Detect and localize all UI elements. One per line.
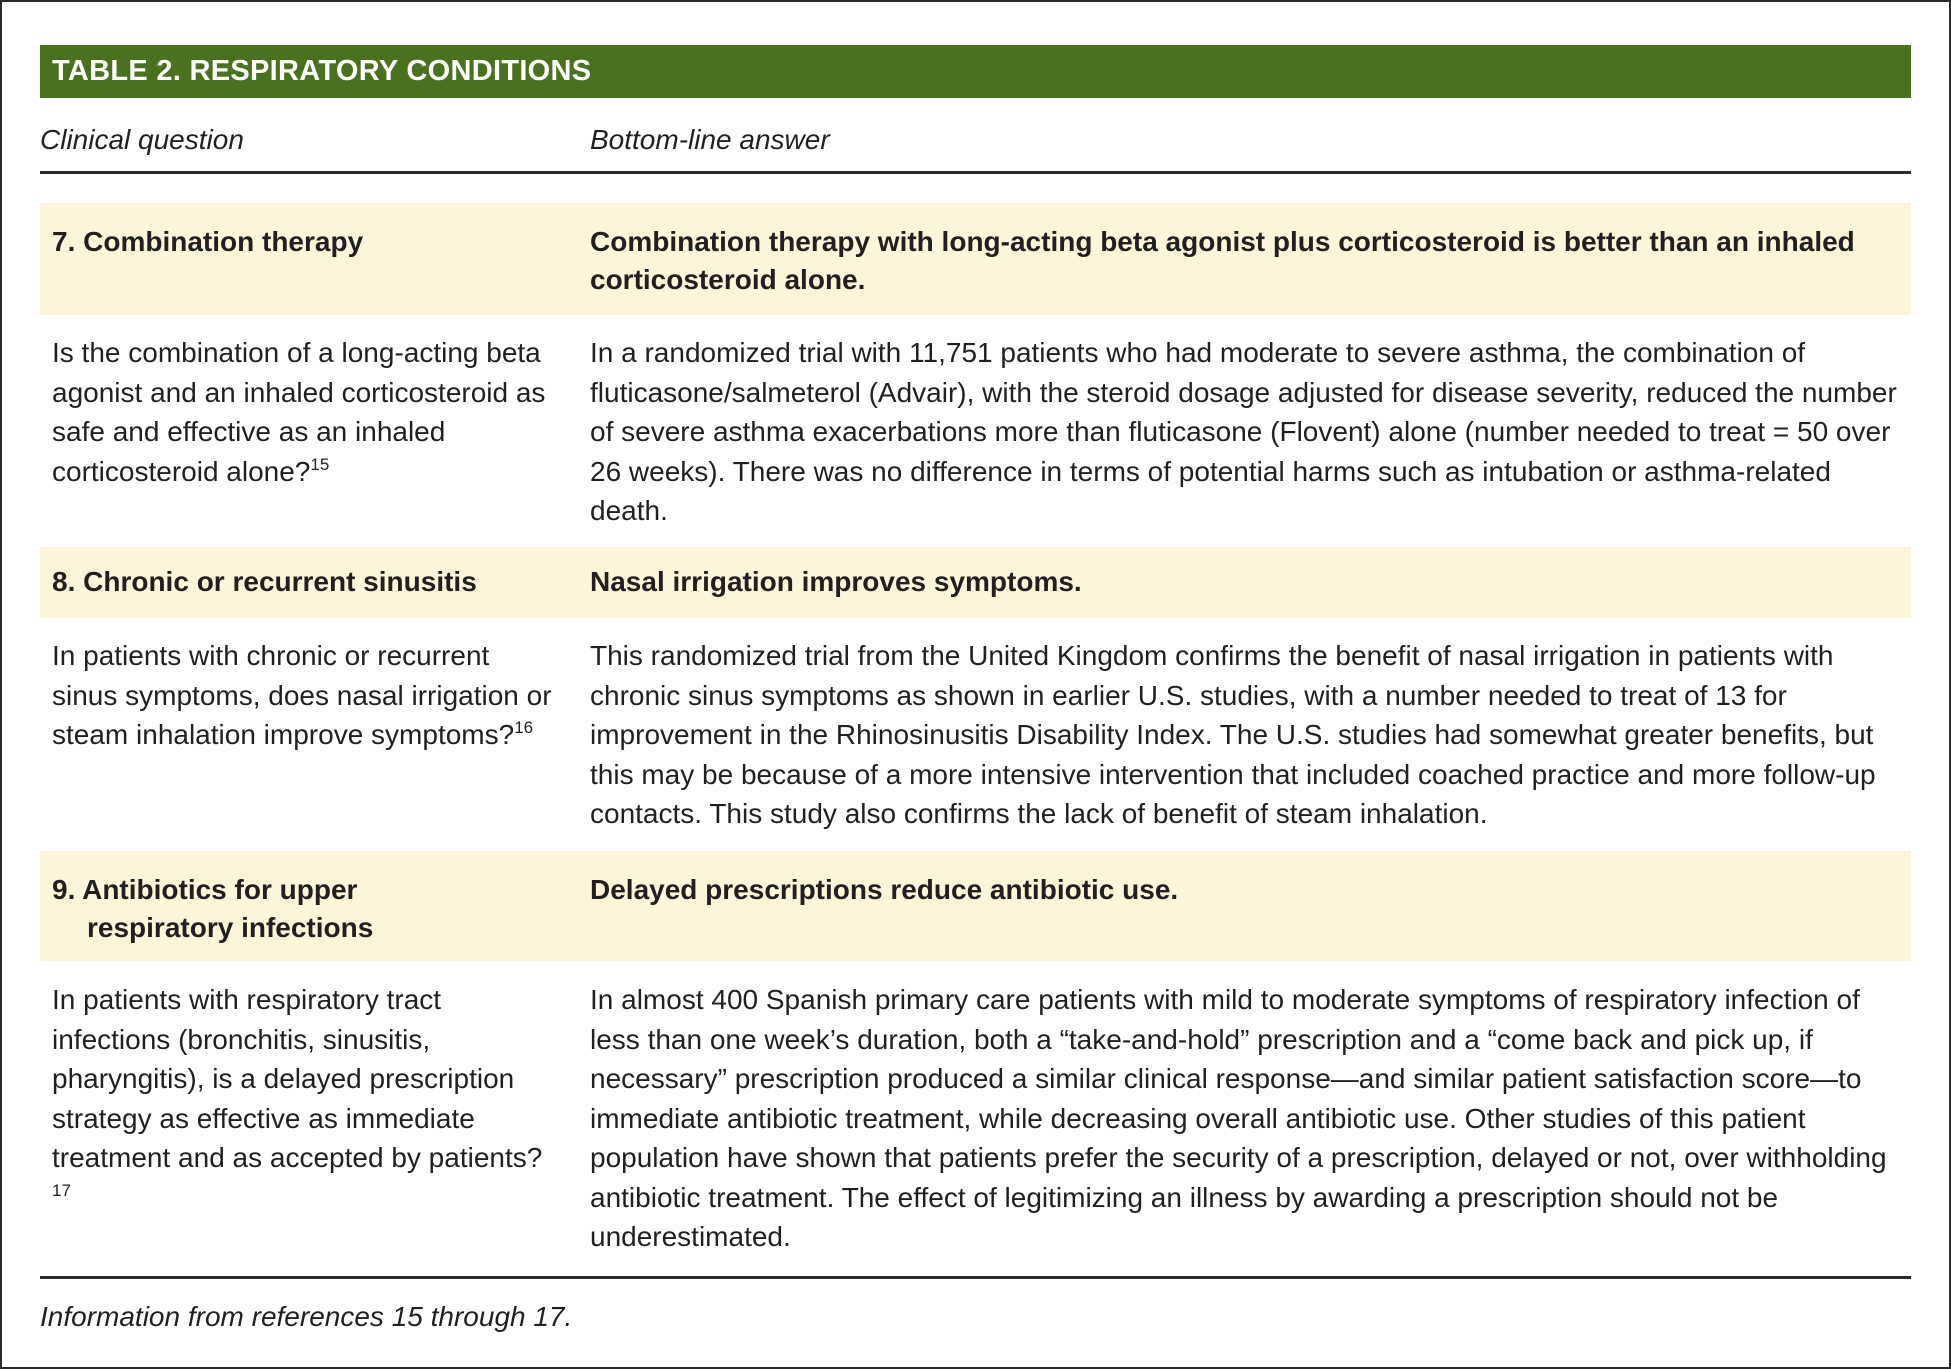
- question-text: In patients with respiratory tract infections (bronchitis, sinusitis, pharyngitis), is a delayed prescription strategy as effective as immediate treatment and as accepted by patients?: [52, 984, 543, 1173]
- topic-line-2: respiratory infections: [87, 912, 374, 943]
- header-divider: [40, 171, 1911, 174]
- bottom-line-answer: In almost 400 Spanish primary care patients with mild to moderate symptoms of respiratory infection of less than one week’s duration, both a “take-and-hold” prescription and a “come back and pick up, if necessary” prescription produced a similar clinical response—and similar patient satisfaction score—to immediate antibiotic treatment, while decreasing overall antibiotic use. Other studies of this patient population have shown that patients prefer the security of a prescription, delayed or not, over withholding antibiotic treatment. The effect of legitimizing an illness by awarding a prescription should not be underestimated.: [590, 984, 1887, 1252]
- topic-title: 7. Combination therapy: [52, 226, 364, 257]
- clinical-question: [52, 333, 552, 491]
- source-footnote: Information from references 15 through 17.: [40, 1301, 573, 1332]
- topic-line-1: 9. Antibiotics for upper: [52, 874, 358, 905]
- reference-superscript: 15: [310, 454, 330, 474]
- question-text: In patients with chronic or recurrent sinus symptoms, does nasal irrigation or steam inhalation improve symptoms?: [52, 640, 552, 750]
- bottom-line-summary: Delayed prescriptions reduce antibiotic use.: [590, 874, 1179, 905]
- topic-title: [52, 871, 572, 947]
- reference-superscript: 16: [514, 718, 534, 737]
- topic-band-8: [40, 547, 1911, 618]
- topic-title: 8. Chronic or recurrent sinusitis: [52, 566, 477, 597]
- bottom-line-answer: This randomized trial from the United Kingdom confirms the benefit of nasal irrigation in patients with chronic sinus symptoms as shown in earlier U.S. studies, with a number needed to treat of 13 for improvement in the Rhinosinusitis Disability Index. The U.S. studies had somewhat greater benefits, but this may be because of a more intensive intervention that included coached practice and more follow-up contacts. This study also confirms the lack of benefit of steam inhalation.: [590, 640, 1876, 829]
- topic-band-9: [40, 851, 1911, 961]
- reference-superscript: 17: [52, 1180, 71, 1200]
- table-title: TABLE 2. RESPIRATORY CONDITIONS: [40, 45, 1911, 98]
- bottom-line-summary: Nasal irrigation improves symptoms.: [590, 566, 1082, 597]
- question-text: Is the combination of a long-acting beta agonist and an inhaled corticosteroid as safe and effective as an inhaled corticosteroid alone?: [52, 337, 546, 487]
- bottom-line-summary: Combination therapy with long-acting beta agonist plus corticosteroid is better than an inhaled corticosteroid alone.: [590, 226, 1855, 295]
- clinical-question: [52, 636, 552, 755]
- topic-band-7: [40, 203, 1911, 315]
- bottom-line-answer: In a randomized trial with 11,751 patients who had moderate to severe asthma, the combination of fluticasone/salmeterol (Advair), with the steroid dosage adjusted for disease severity, reduced the number of severe asthma exacerbations more than fluticasone (Flovent) alone (number needed to treat = 50 over 26 weeks). There was no difference in terms of potential harms such as intubation or asthma-related death.: [590, 337, 1897, 526]
- column-header-clinical-question: Clinical question: [40, 124, 244, 155]
- footer-divider: [40, 1276, 1911, 1279]
- column-header-bottom-line-answer: Bottom-line answer: [590, 124, 830, 155]
- clinical-question: [52, 980, 552, 1217]
